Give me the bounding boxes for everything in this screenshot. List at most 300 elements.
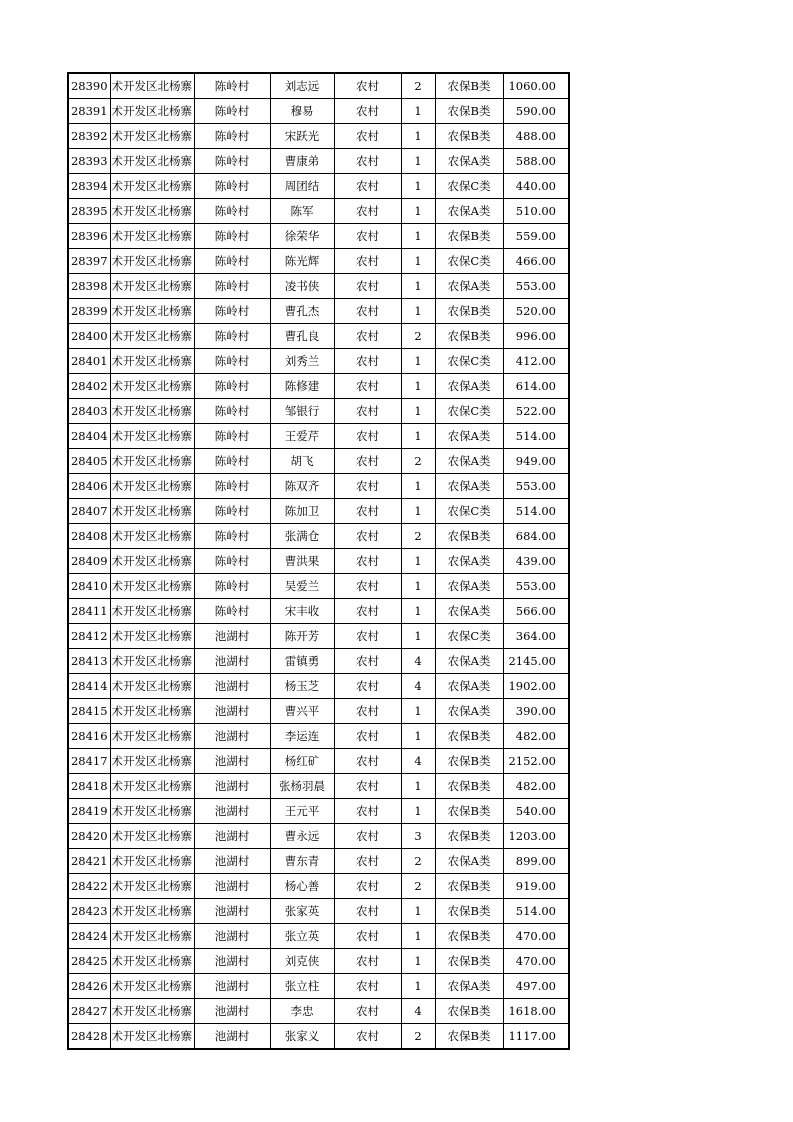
person-name-cell: 曹东青 [270,849,334,874]
person-name-cell: 陈双齐 [270,474,334,499]
insurance-category-cell: 农保B类 [435,299,503,324]
insurance-category-cell: 农保B类 [435,799,503,824]
village-cell: 陈岭村 [194,549,270,574]
person-name-cell: 王爱芹 [270,424,334,449]
record-id-cell: 28412 [68,624,110,649]
amount-cell: 470.00 [503,924,569,949]
record-id-cell: 28400 [68,324,110,349]
person-name-cell: 陈修建 [270,374,334,399]
village-cell: 陈岭村 [194,274,270,299]
person-name-cell: 刘克侠 [270,949,334,974]
household-type-cell: 农村 [334,399,401,424]
district-cell: 术开发区北杨寨 [110,424,194,449]
household-type-cell: 农村 [334,674,401,699]
district-cell: 术开发区北杨寨 [110,824,194,849]
village-cell: 陈岭村 [194,299,270,324]
insurance-category-cell: 农保C类 [435,174,503,199]
person-name-cell: 陈开芳 [270,624,334,649]
insurance-category-cell: 农保B类 [435,774,503,799]
person-name-cell: 刘秀兰 [270,349,334,374]
district-cell: 术开发区北杨寨 [110,549,194,574]
amount-cell: 510.00 [503,199,569,224]
record-id-cell: 28425 [68,949,110,974]
record-id-cell: 28405 [68,449,110,474]
district-cell: 术开发区北杨寨 [110,749,194,774]
insurance-category-cell: 农保A类 [435,274,503,299]
amount-cell: 540.00 [503,799,569,824]
member-count-cell: 2 [401,874,435,899]
member-count-cell: 1 [401,249,435,274]
member-count-cell: 4 [401,999,435,1024]
amount-cell: 412.00 [503,349,569,374]
amount-cell: 488.00 [503,124,569,149]
member-count-cell: 1 [401,924,435,949]
insurance-category-cell: 农保B类 [435,749,503,774]
amount-cell: 684.00 [503,524,569,549]
district-cell: 术开发区北杨寨 [110,924,194,949]
village-cell: 池湖村 [194,899,270,924]
amount-cell: 2152.00 [503,749,569,774]
village-cell: 池湖村 [194,924,270,949]
record-id-cell: 28397 [68,249,110,274]
member-count-cell: 1 [401,599,435,624]
household-type-cell: 农村 [334,73,401,99]
district-cell: 术开发区北杨寨 [110,499,194,524]
insurance-category-cell: 农保A类 [435,149,503,174]
person-name-cell: 曹康弟 [270,149,334,174]
district-cell: 术开发区北杨寨 [110,399,194,424]
table-row [68,824,569,849]
amount-cell: 1618.00 [503,999,569,1024]
amount-cell: 497.00 [503,974,569,999]
village-cell: 陈岭村 [194,449,270,474]
district-cell: 术开发区北杨寨 [110,699,194,724]
village-cell: 陈岭村 [194,474,270,499]
member-count-cell: 1 [401,149,435,174]
table-row [68,849,569,874]
village-cell: 池湖村 [194,949,270,974]
village-cell: 池湖村 [194,674,270,699]
table-row [68,674,569,699]
household-type-cell: 农村 [334,774,401,799]
insurance-category-cell: 农保A类 [435,474,503,499]
household-type-cell: 农村 [334,174,401,199]
member-count-cell: 1 [401,549,435,574]
person-name-cell: 穆易 [270,99,334,124]
district-cell: 术开发区北杨寨 [110,224,194,249]
amount-cell: 553.00 [503,274,569,299]
district-cell: 术开发区北杨寨 [110,874,194,899]
member-count-cell: 1 [401,424,435,449]
amount-cell: 553.00 [503,574,569,599]
amount-cell: 482.00 [503,774,569,799]
person-name-cell: 胡飞 [270,449,334,474]
amount-cell: 2145.00 [503,649,569,674]
table-row [68,524,569,549]
person-name-cell: 陈光辉 [270,249,334,274]
member-count-cell: 1 [401,474,435,499]
district-cell: 术开发区北杨寨 [110,73,194,99]
insurance-category-cell: 农保A类 [435,549,503,574]
village-cell: 陈岭村 [194,374,270,399]
insurance-category-cell: 农保C类 [435,399,503,424]
person-name-cell: 曹孔良 [270,324,334,349]
insurance-category-cell: 农保B类 [435,924,503,949]
insurance-category-cell: 农保C类 [435,349,503,374]
table-row [68,799,569,824]
member-count-cell: 2 [401,1024,435,1050]
member-count-cell: 1 [401,974,435,999]
person-name-cell: 张杨羽晨 [270,774,334,799]
table-row [68,474,569,499]
village-cell: 陈岭村 [194,73,270,99]
village-cell: 陈岭村 [194,149,270,174]
amount-cell: 553.00 [503,474,569,499]
amount-cell: 996.00 [503,324,569,349]
village-cell: 陈岭村 [194,399,270,424]
district-cell: 术开发区北杨寨 [110,974,194,999]
household-type-cell: 农村 [334,274,401,299]
insurance-category-cell: 农保C类 [435,499,503,524]
ledger-body [68,73,569,1049]
amount-cell: 390.00 [503,699,569,724]
amount-cell: 439.00 [503,549,569,574]
record-id-cell: 28393 [68,149,110,174]
household-type-cell: 农村 [334,449,401,474]
village-cell: 陈岭村 [194,499,270,524]
record-id-cell: 28414 [68,674,110,699]
record-id-cell: 28427 [68,999,110,1024]
district-cell: 术开发区北杨寨 [110,599,194,624]
person-name-cell: 张家义 [270,1024,334,1050]
insurance-category-cell: 农保B类 [435,524,503,549]
village-cell: 池湖村 [194,699,270,724]
district-cell: 术开发区北杨寨 [110,999,194,1024]
table-row [68,374,569,399]
record-id-cell: 28421 [68,849,110,874]
insurance-category-cell: 农保A类 [435,574,503,599]
record-id-cell: 28411 [68,599,110,624]
household-type-cell: 农村 [334,699,401,724]
table-row [68,774,569,799]
member-count-cell: 1 [401,699,435,724]
amount-cell: 514.00 [503,424,569,449]
table-row [68,549,569,574]
member-count-cell: 1 [401,899,435,924]
table-row [68,699,569,724]
insurance-category-cell: 农保B类 [435,999,503,1024]
district-cell: 术开发区北杨寨 [110,349,194,374]
household-type-cell: 农村 [334,424,401,449]
village-cell: 池湖村 [194,624,270,649]
insurance-category-cell: 农保B类 [435,73,503,99]
table-row [68,299,569,324]
village-cell: 池湖村 [194,649,270,674]
insurance-category-cell: 农保B类 [435,899,503,924]
village-cell: 陈岭村 [194,524,270,549]
district-cell: 术开发区北杨寨 [110,674,194,699]
household-type-cell: 农村 [334,349,401,374]
person-name-cell: 徐荣华 [270,224,334,249]
member-count-cell: 1 [401,199,435,224]
table-row [68,349,569,374]
amount-cell: 470.00 [503,949,569,974]
village-cell: 池湖村 [194,799,270,824]
person-name-cell: 曹孔杰 [270,299,334,324]
insurance-category-cell: 农保C类 [435,249,503,274]
village-cell: 陈岭村 [194,599,270,624]
insurance-category-cell: 农保A类 [435,649,503,674]
record-id-cell: 28423 [68,899,110,924]
amount-cell: 440.00 [503,174,569,199]
household-type-cell: 农村 [334,874,401,899]
insurance-category-cell: 农保A类 [435,424,503,449]
member-count-cell: 1 [401,124,435,149]
amount-cell: 590.00 [503,99,569,124]
member-count-cell: 2 [401,73,435,99]
record-id-cell: 28416 [68,724,110,749]
table-row [68,999,569,1024]
household-type-cell: 农村 [334,474,401,499]
insurance-category-cell: 农保A类 [435,849,503,874]
table-row [68,974,569,999]
amount-cell: 1203.00 [503,824,569,849]
household-type-cell: 农村 [334,1024,401,1050]
household-type-cell: 农村 [334,824,401,849]
person-name-cell: 邹银行 [270,399,334,424]
district-cell: 术开发区北杨寨 [110,724,194,749]
amount-cell: 899.00 [503,849,569,874]
district-cell: 术开发区北杨寨 [110,324,194,349]
household-type-cell: 农村 [334,974,401,999]
district-cell: 术开发区北杨寨 [110,1024,194,1050]
village-cell: 池湖村 [194,1024,270,1050]
amount-cell: 520.00 [503,299,569,324]
table-row [68,274,569,299]
household-type-cell: 农村 [334,324,401,349]
household-type-cell: 农村 [334,249,401,274]
household-type-cell: 农村 [334,899,401,924]
household-type-cell: 农村 [334,799,401,824]
village-cell: 陈岭村 [194,124,270,149]
person-name-cell: 张家英 [270,899,334,924]
amount-cell: 1902.00 [503,674,569,699]
member-count-cell: 1 [401,949,435,974]
person-name-cell: 宋丰收 [270,599,334,624]
district-cell: 术开发区北杨寨 [110,249,194,274]
village-cell: 陈岭村 [194,324,270,349]
table-row [68,899,569,924]
member-count-cell: 2 [401,324,435,349]
record-id-cell: 28394 [68,174,110,199]
person-name-cell: 杨红矿 [270,749,334,774]
person-name-cell: 陈军 [270,199,334,224]
table-row [68,949,569,974]
member-count-cell: 2 [401,524,435,549]
household-type-cell: 农村 [334,149,401,174]
amount-cell: 364.00 [503,624,569,649]
member-count-cell: 1 [401,399,435,424]
village-cell: 池湖村 [194,874,270,899]
record-id-cell: 28396 [68,224,110,249]
household-type-cell: 农村 [334,99,401,124]
village-cell: 池湖村 [194,774,270,799]
household-type-cell: 农村 [334,749,401,774]
household-type-cell: 农村 [334,999,401,1024]
amount-cell: 1060.00 [503,73,569,99]
district-cell: 术开发区北杨寨 [110,299,194,324]
record-id-cell: 28404 [68,424,110,449]
member-count-cell: 4 [401,674,435,699]
household-type-cell: 农村 [334,549,401,574]
person-name-cell: 张立英 [270,924,334,949]
person-name-cell: 周团结 [270,174,334,199]
household-type-cell: 农村 [334,574,401,599]
amount-cell: 482.00 [503,724,569,749]
table-row [68,724,569,749]
member-count-cell: 1 [401,774,435,799]
village-cell: 陈岭村 [194,199,270,224]
insurance-category-cell: 农保A类 [435,449,503,474]
table-row [68,649,569,674]
person-name-cell: 张满仓 [270,524,334,549]
member-count-cell: 1 [401,799,435,824]
benefit-ledger-table [67,72,570,1050]
table-row [68,73,569,99]
district-cell: 术开发区北杨寨 [110,374,194,399]
village-cell: 陈岭村 [194,349,270,374]
insurance-category-cell: 农保C类 [435,624,503,649]
table-row [68,174,569,199]
record-id-cell: 28415 [68,699,110,724]
record-id-cell: 28399 [68,299,110,324]
member-count-cell: 1 [401,99,435,124]
member-count-cell: 2 [401,449,435,474]
person-name-cell: 凌书侠 [270,274,334,299]
district-cell: 术开发区北杨寨 [110,949,194,974]
record-id-cell: 28391 [68,99,110,124]
record-id-cell: 28417 [68,749,110,774]
record-id-cell: 28422 [68,874,110,899]
person-name-cell: 陈加卫 [270,499,334,524]
district-cell: 术开发区北杨寨 [110,474,194,499]
district-cell: 术开发区北杨寨 [110,799,194,824]
amount-cell: 514.00 [503,499,569,524]
member-count-cell: 1 [401,299,435,324]
district-cell: 术开发区北杨寨 [110,524,194,549]
record-id-cell: 28401 [68,349,110,374]
district-cell: 术开发区北杨寨 [110,849,194,874]
district-cell: 术开发区北杨寨 [110,174,194,199]
table-row [68,124,569,149]
amount-cell: 514.00 [503,899,569,924]
village-cell: 池湖村 [194,824,270,849]
insurance-category-cell: 农保B类 [435,324,503,349]
household-type-cell: 农村 [334,299,401,324]
household-type-cell: 农村 [334,374,401,399]
district-cell: 术开发区北杨寨 [110,899,194,924]
village-cell: 陈岭村 [194,574,270,599]
person-name-cell: 曹洪果 [270,549,334,574]
district-cell: 术开发区北杨寨 [110,124,194,149]
insurance-category-cell: 农保B类 [435,99,503,124]
record-id-cell: 28426 [68,974,110,999]
insurance-category-cell: 农保B类 [435,824,503,849]
table-row [68,424,569,449]
district-cell: 术开发区北杨寨 [110,149,194,174]
district-cell: 术开发区北杨寨 [110,99,194,124]
member-count-cell: 4 [401,749,435,774]
table-row [68,1024,569,1050]
household-type-cell: 农村 [334,599,401,624]
household-type-cell: 农村 [334,949,401,974]
household-type-cell: 农村 [334,524,401,549]
person-name-cell: 雷镇勇 [270,649,334,674]
household-type-cell: 农村 [334,649,401,674]
member-count-cell: 1 [401,574,435,599]
insurance-category-cell: 农保B类 [435,224,503,249]
record-id-cell: 28403 [68,399,110,424]
insurance-category-cell: 农保A类 [435,374,503,399]
district-cell: 术开发区北杨寨 [110,449,194,474]
district-cell: 术开发区北杨寨 [110,199,194,224]
member-count-cell: 1 [401,349,435,374]
insurance-category-cell: 农保A类 [435,699,503,724]
member-count-cell: 3 [401,824,435,849]
record-id-cell: 28408 [68,524,110,549]
amount-cell: 1117.00 [503,1024,569,1050]
person-name-cell: 杨玉芝 [270,674,334,699]
table-row [68,99,569,124]
member-count-cell: 1 [401,624,435,649]
table-row [68,499,569,524]
member-count-cell: 4 [401,649,435,674]
village-cell: 池湖村 [194,974,270,999]
district-cell: 术开发区北杨寨 [110,624,194,649]
amount-cell: 466.00 [503,249,569,274]
insurance-category-cell: 农保B类 [435,724,503,749]
household-type-cell: 农村 [334,124,401,149]
table-row [68,399,569,424]
table-row [68,874,569,899]
household-type-cell: 农村 [334,849,401,874]
village-cell: 陈岭村 [194,224,270,249]
record-id-cell: 28406 [68,474,110,499]
record-id-cell: 28390 [68,73,110,99]
member-count-cell: 1 [401,174,435,199]
member-count-cell: 1 [401,374,435,399]
table-row [68,924,569,949]
person-name-cell: 刘志远 [270,73,334,99]
person-name-cell: 宋跃光 [270,124,334,149]
record-id-cell: 28418 [68,774,110,799]
table-row [68,574,569,599]
household-type-cell: 农村 [334,199,401,224]
insurance-category-cell: 农保B类 [435,124,503,149]
record-id-cell: 28420 [68,824,110,849]
member-count-cell: 2 [401,849,435,874]
record-id-cell: 28398 [68,274,110,299]
household-type-cell: 农村 [334,724,401,749]
village-cell: 陈岭村 [194,249,270,274]
member-count-cell: 1 [401,499,435,524]
district-cell: 术开发区北杨寨 [110,274,194,299]
amount-cell: 566.00 [503,599,569,624]
member-count-cell: 1 [401,724,435,749]
district-cell: 术开发区北杨寨 [110,574,194,599]
record-id-cell: 28395 [68,199,110,224]
table-row [68,599,569,624]
